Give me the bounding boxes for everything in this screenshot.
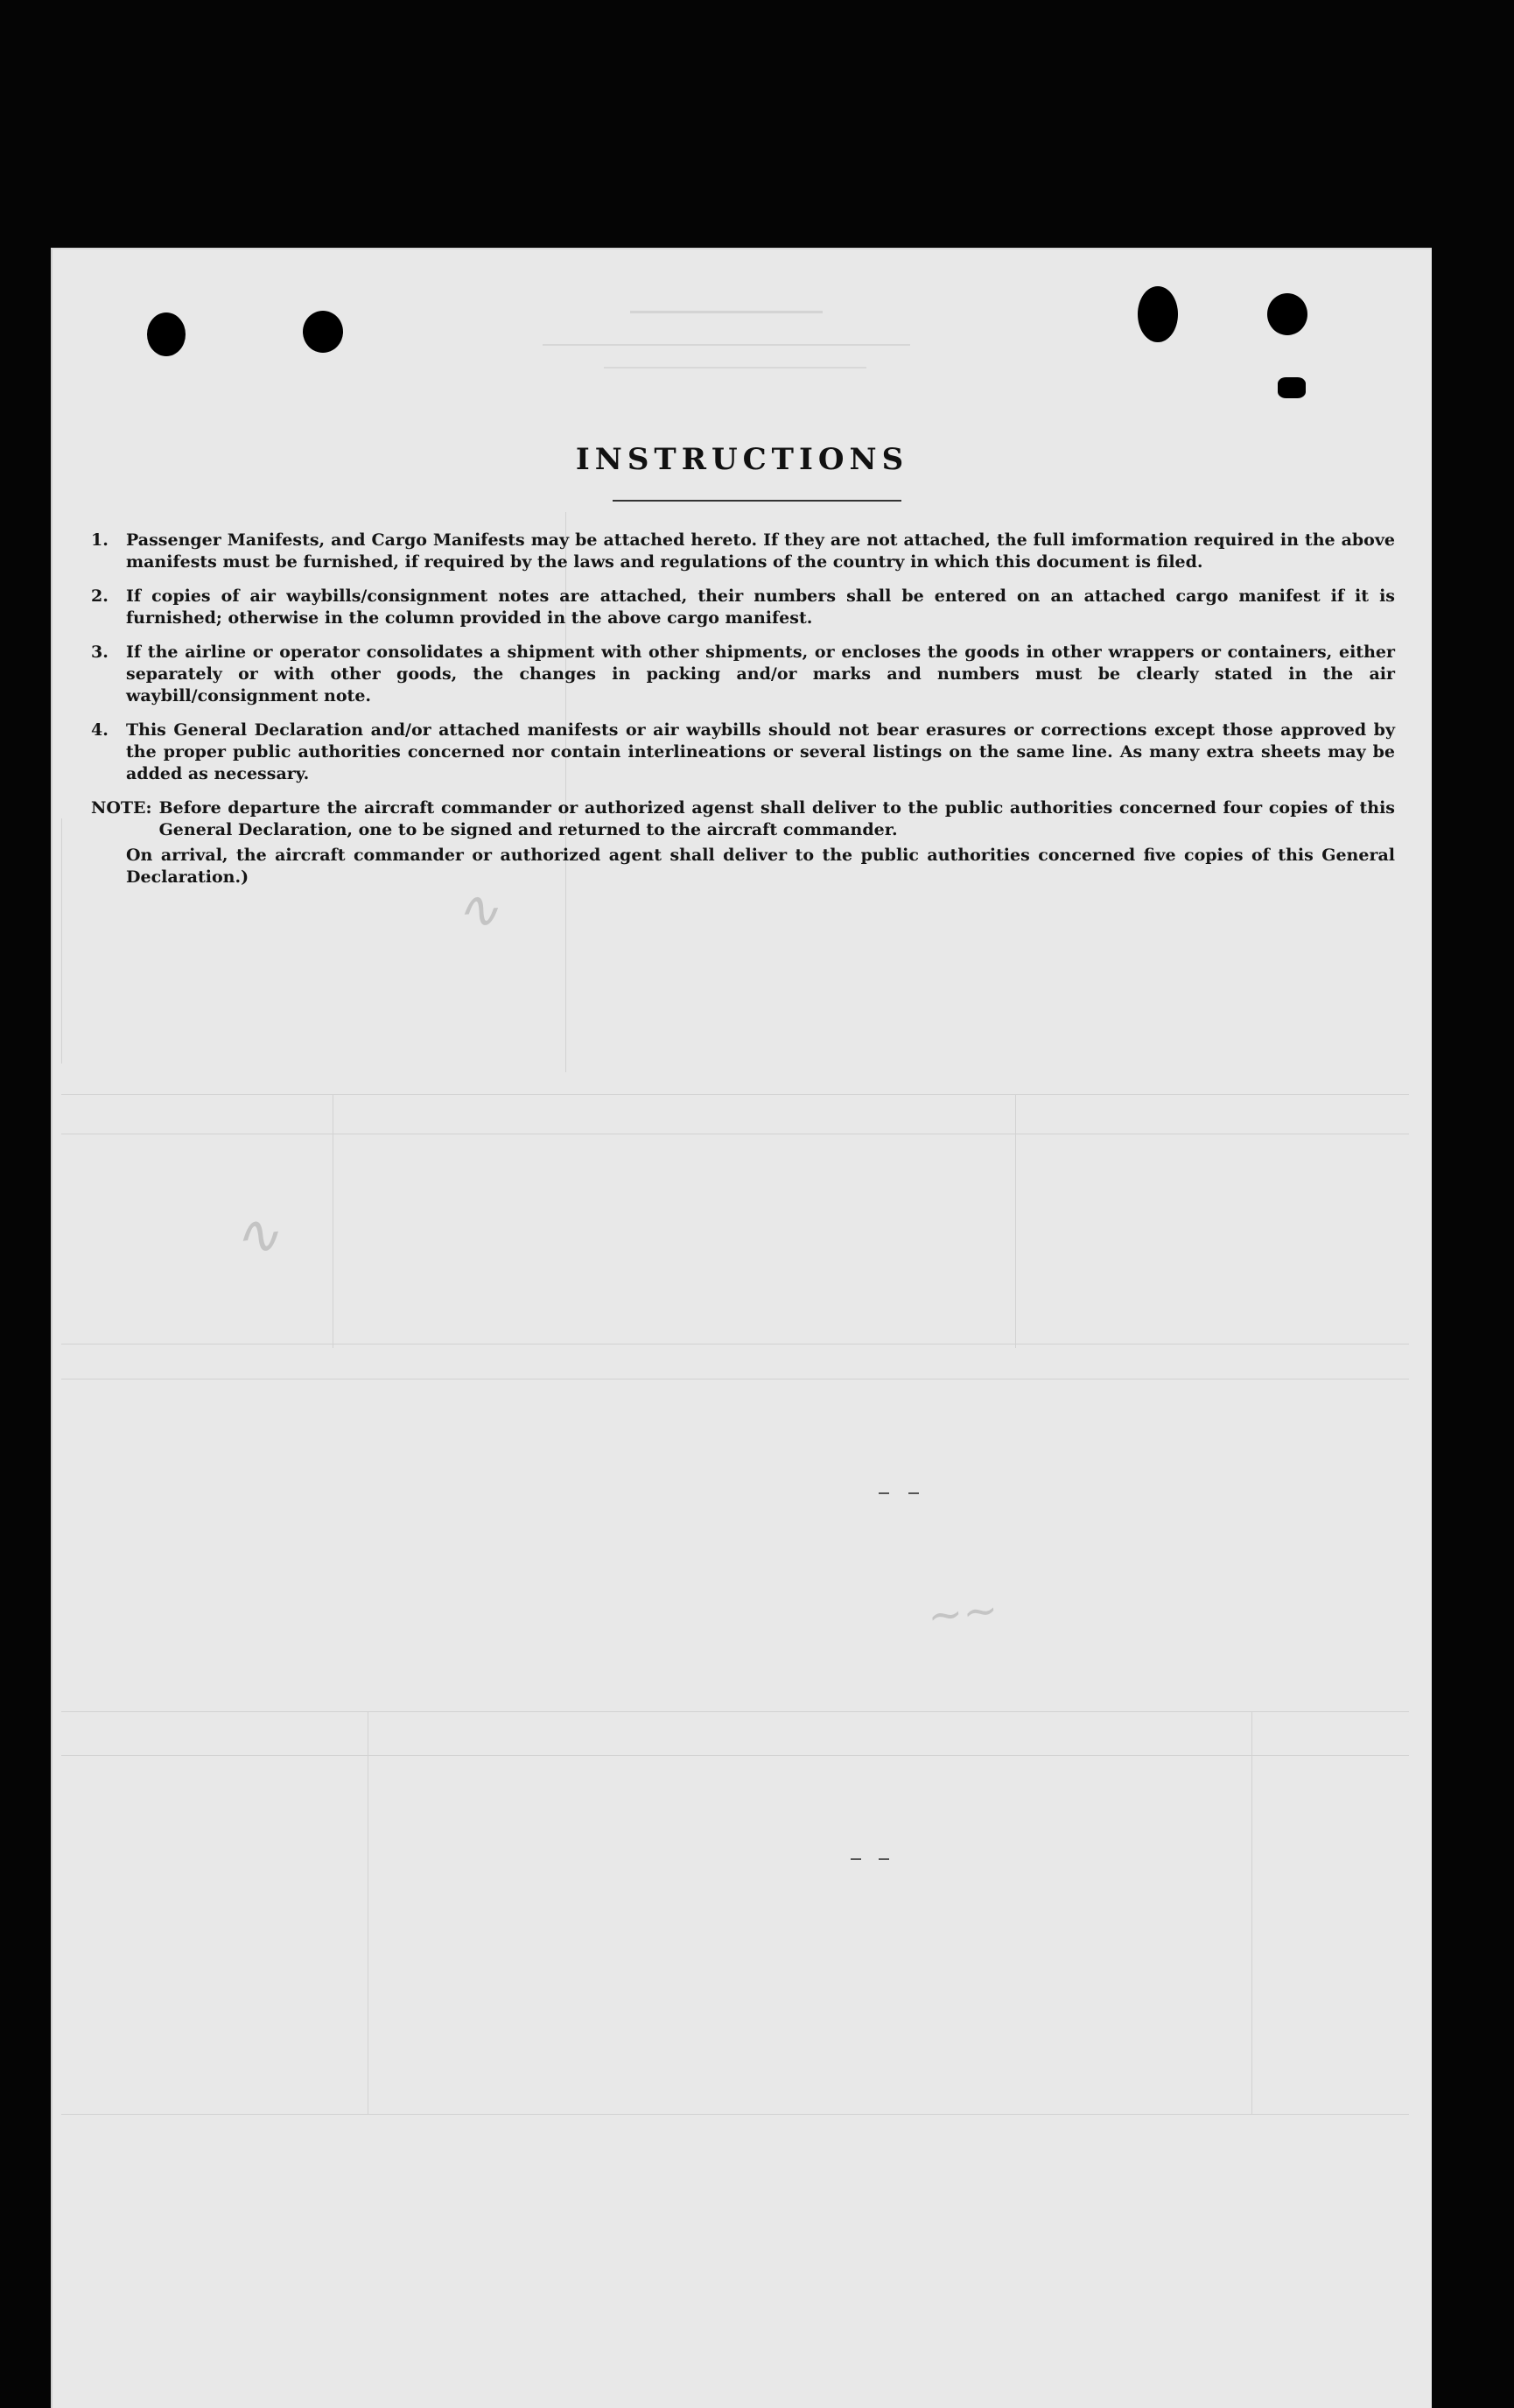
note-arrival-text: On arrival, the aircraft commander or authorized agent shall deliver to the public authorities concerned five copies of this General Declaration.)	[126, 846, 1395, 887]
instruction-item	[91, 642, 1395, 707]
form-dash	[908, 1492, 919, 1494]
note-departure-text: Before departure the aircraft commander or authorized agenst shall deliver to the public authorities concerned four copies of this General Declaration, one to be signed and returned to the aircraft commander.	[158, 798, 1395, 839]
bleed-through-column	[1251, 1711, 1252, 2114]
instruction-number: 4.	[91, 720, 109, 740]
instructions-list	[91, 530, 1395, 888]
bleed-through-rule	[61, 1379, 1409, 1380]
bleed-through-rule	[61, 1755, 1409, 1756]
title-underline	[613, 500, 901, 502]
instruction-text: Passenger Manifests, and Cargo Manifests may be attached hereto. If they are not attached, the full imformation required in the above manifests must be furnished, if required by the laws and regulations of the country in which this document is filed.	[126, 530, 1395, 572]
instruction-number: 1.	[91, 530, 109, 550]
instruction-item	[91, 530, 1395, 573]
bleed-through-rule	[61, 1711, 1409, 1712]
bleed-through-rule	[61, 2114, 1409, 2115]
note-block	[91, 797, 1395, 841]
form-dash	[879, 1858, 889, 1860]
punch-hole-right-3	[1278, 377, 1306, 398]
punch-hole-left-2	[303, 311, 343, 353]
form-dash	[851, 1858, 861, 1860]
instruction-number: 3.	[91, 642, 109, 662]
page-title: INSTRUCTIONS	[575, 442, 909, 477]
pencil-mark: ∿	[452, 878, 501, 943]
pencil-mark: ∿	[228, 1200, 284, 1272]
instruction-text: If copies of air waybills/consignment notes are attached, their numbers shall be entered on an attached cargo manifest if it is furnished; otherwise in the column provided in the above cargo manifest.	[126, 586, 1395, 628]
instruction-number: 2.	[91, 586, 109, 606]
instruction-text: If the airline or operator consolidates a shipment with other shipments, or encloses the goods in other wrappers or containers, either separately or with other goods, the changes in packing and/or marks and numbers must be clearly stated in the air waybill/consignment note.	[126, 642, 1395, 706]
instruction-text: This General Declaration and/or attached manifests or air waybills should not bear erasures or corrections except those approved by the proper public authorities concerned nor contain interlineations or several listings on the same line. As many extra sheets may be added as necessary.	[126, 720, 1395, 783]
instruction-item	[91, 586, 1395, 629]
bleed-through-column	[1015, 1094, 1016, 1348]
bleed-through-column	[61, 818, 62, 1064]
document-sheet	[51, 248, 1432, 2408]
punch-hole-right-1	[1138, 286, 1178, 342]
form-dash	[879, 1492, 889, 1494]
instruction-item	[91, 720, 1395, 785]
note-label: NOTE:	[91, 798, 152, 818]
punch-hole-right-2	[1267, 293, 1307, 335]
bleed-through-header	[630, 284, 823, 313]
bleed-through-subheader-2	[604, 356, 866, 369]
bleed-through-subheader	[543, 328, 910, 346]
punch-hole-left-1	[147, 312, 186, 356]
pencil-mark: ∼∼	[925, 1584, 1001, 1642]
bleed-through-rule	[61, 1094, 1409, 1095]
